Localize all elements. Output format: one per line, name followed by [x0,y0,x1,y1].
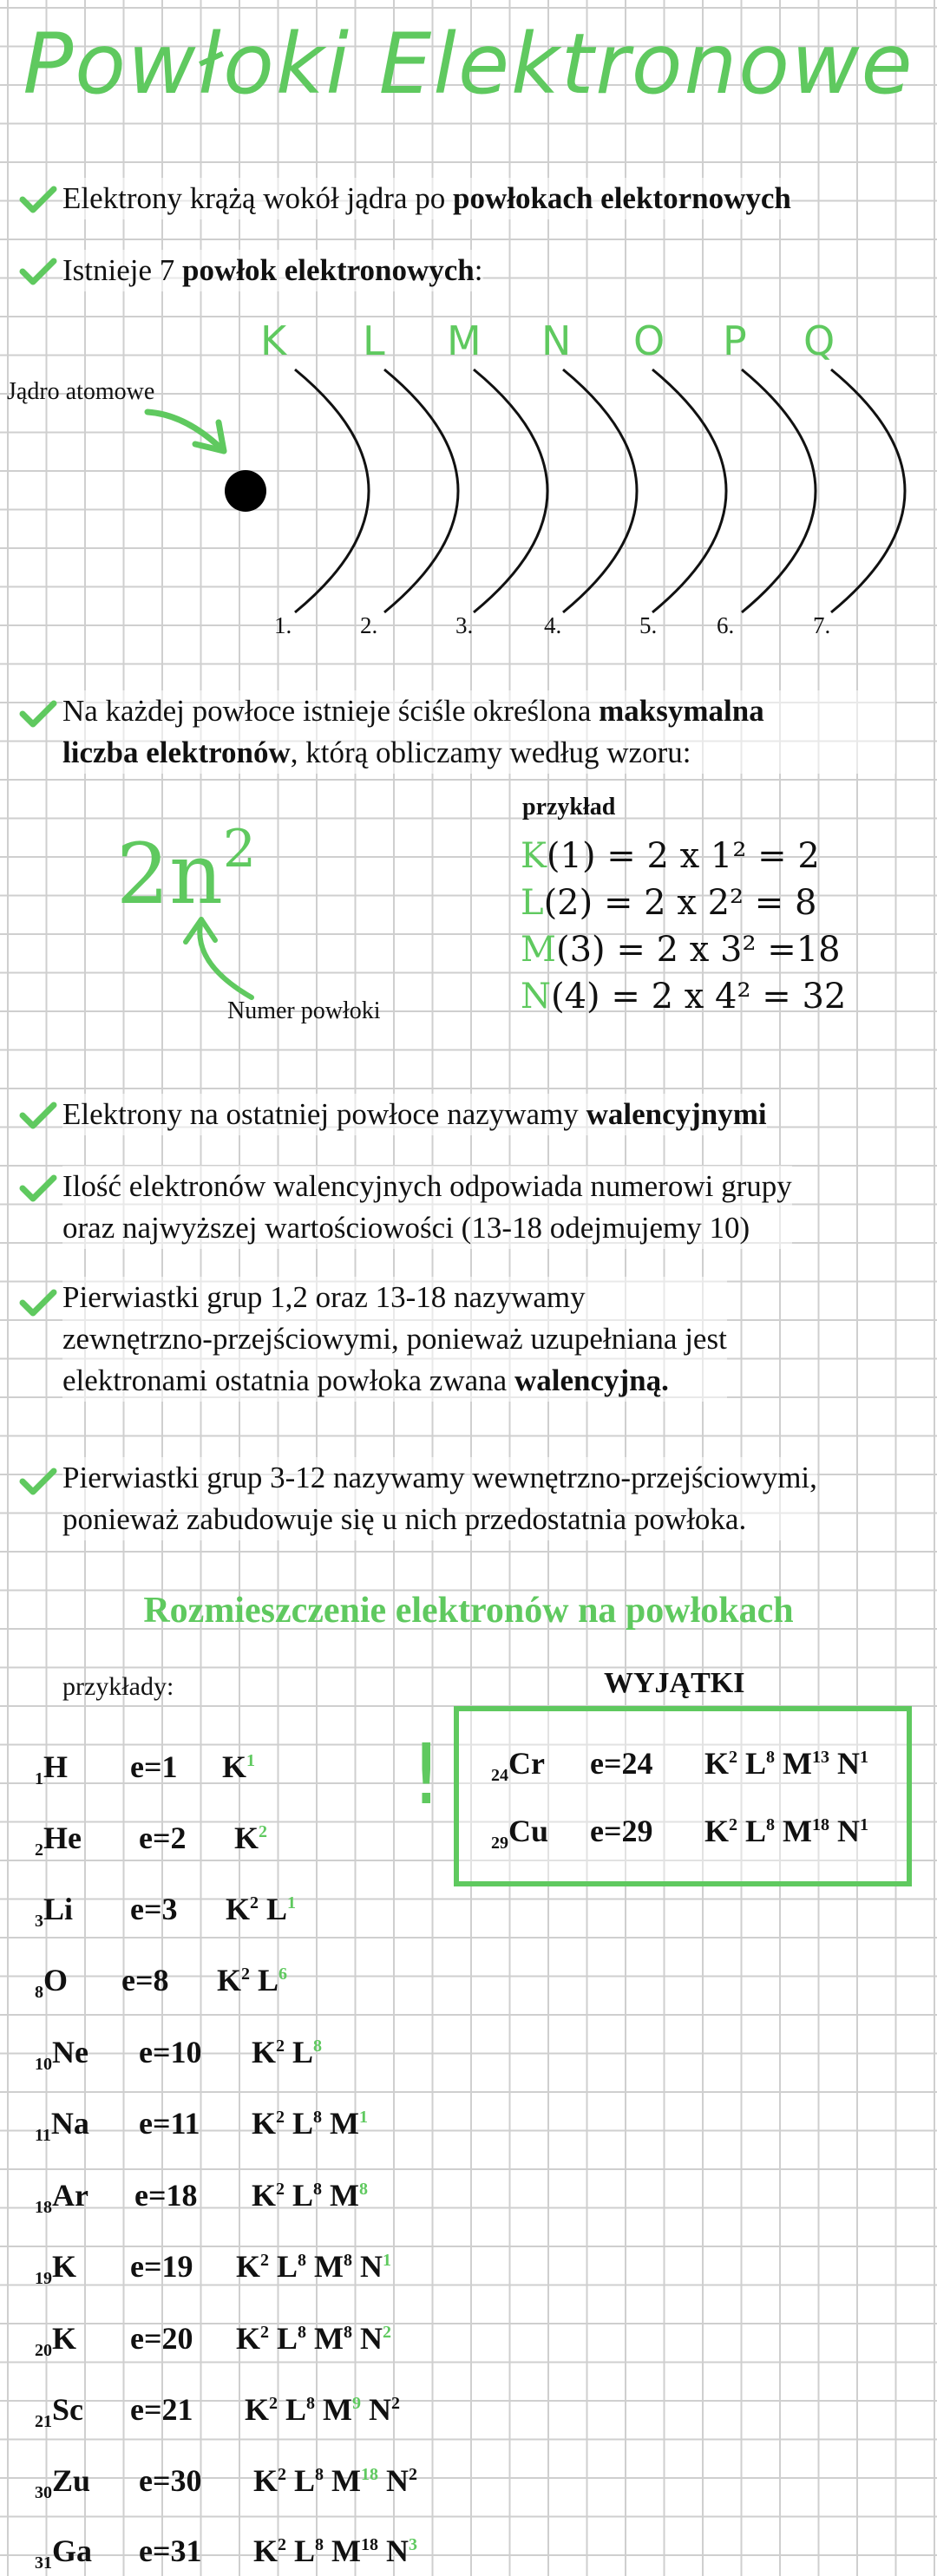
electron-count: e=20 [130,2321,193,2356]
bullet-max-electrons [62,690,895,774]
atomic-number: 29 [491,1834,508,1854]
shell-electrons: 6 [278,1965,288,1984]
shell-letter: K [252,2035,277,2069]
shell-electrons: 8 [315,2535,324,2554]
element-name: O [43,1963,69,1997]
example-equation: (3) = 2 x 3² =18 [555,930,841,970]
shell-arc-6 [742,369,816,612]
shell-letter: N [360,2321,383,2356]
bullet-text: Elektrony na ostatniej powłoce nazywamy [62,1097,586,1131]
shell-electrons: 8 [313,2180,323,2199]
shell-electrons: 2 [729,1748,738,1767]
element-symbol [35,1962,68,2003]
shell-letter: L [292,2035,314,2069]
electron-config [252,2105,368,2141]
shell-electrons: 1 [860,1815,869,1834]
formula-example-row [521,973,846,1020]
check-icon [19,1466,57,1497]
element-name: Ar [52,2178,88,2213]
shell-electrons: 2 [391,2394,401,2413]
shell-electrons: 18 [361,2465,379,2484]
shell-electrons: 2 [276,2037,285,2056]
formula-label: Numer powłoki [227,997,381,1024]
bullet-text: ponieważ zabudowuje się u nich przedostatnia powłoka. [62,1502,747,1536]
element-name: K [52,2249,77,2284]
shell-electrons: 1 [287,1893,297,1912]
shell-letter: K [226,1892,251,1926]
bullet-text: Istnieje 7 [62,253,183,287]
examples-label: przykłady: [62,1672,174,1701]
page-title: Powłoki Elektronowe [23,16,914,113]
example-letter: K [521,836,547,876]
shell-electrons: 2 [729,1815,738,1834]
check-icon [19,1100,57,1131]
bullet-text: , którą obliczamy według wzoru: [290,736,691,769]
shell-electrons: 8 [315,2465,324,2484]
shell-number: 6. [717,612,735,638]
element-name: Cr [508,1746,545,1781]
shell-letter: N [360,2249,383,2284]
shell-letter-o: O [633,317,665,364]
shell-electrons: 18 [361,2535,379,2554]
shell-electrons: 2 [250,1893,259,1912]
shell-letter: L [285,2392,307,2427]
element-row [0,1891,937,1934]
shell-letter: N [369,2392,392,2427]
bullet-bold-text: walencyjną. [514,1363,669,1397]
example-letter: M [521,930,556,970]
shell-letter: M [783,1814,813,1848]
bullet-text: Pierwiastki grup 1,2 oraz 13-18 nazywamy [62,1280,586,1314]
nucleus-label: Jądro atomowe [7,378,155,405]
electron-config [252,2177,368,2213]
bullet-text: : [474,253,483,287]
atomic-number: 2 [35,1840,43,1860]
shell-letter: L [294,2463,316,2498]
electron-count: e=10 [139,2035,202,2069]
electron-config [704,1813,868,1849]
shell-electrons: 8 [359,2180,369,2199]
bullet-text: Pierwiastki grup 3-12 nazywamy wewnętrzno-przejściowymi, [62,1461,817,1494]
atomic-number: 31 [35,2553,52,2573]
shell-number: 3. [455,612,474,638]
element-symbol [35,2177,88,2218]
electron-count: e=31 [139,2534,202,2568]
shell-letter: K [217,1963,242,1997]
shell-letter: L [277,2249,298,2284]
bullet-valence [62,1094,767,1135]
element-name: Zu [52,2463,91,2498]
shell-letter: M [330,2178,360,2213]
bullet-text: Na każdej powłoce istnieje ściśle określona [62,694,600,728]
shell-letter: K [234,1821,259,1855]
atomic-number: 19 [35,2269,52,2289]
bullet-bold-text: liczba elektronów [62,736,291,769]
shell-electrons: 2 [259,1822,268,1841]
shell-electrons: 2 [278,2465,287,2484]
exception-row [0,1813,937,1856]
shell-letter-n: N [541,317,572,364]
atomic-number: 8 [35,1983,43,2003]
formula-example-row [521,833,846,879]
atomic-number: 18 [35,2198,52,2218]
shell-letter: K [704,1814,730,1848]
shell-electrons: 2 [276,2108,285,2127]
shell-letter: K [253,2463,278,2498]
shell-letter: K [236,2321,261,2356]
check-icon [19,1287,57,1318]
formula-example-row [521,879,846,926]
shell-electrons: 9 [352,2394,362,2413]
shell-electrons: 2 [383,2323,392,2342]
shell-electrons: 8 [766,1815,776,1834]
element-name: H [43,1749,69,1784]
shell-letter: M [331,2534,362,2568]
bullet-inner-transition [62,1457,817,1540]
shell-arc-4 [563,369,637,612]
electron-count: e=30 [139,2463,202,2498]
electron-count: e=2 [139,1821,187,1855]
atomic-number: 3 [35,1912,43,1932]
atomic-number: 1 [35,1769,43,1789]
shell-letter: M [314,2249,344,2284]
electron-config [217,1962,287,1998]
shell-letter: L [292,2106,314,2141]
shell-electrons: 2 [276,2180,285,2199]
shell-electrons: 2 [260,2251,270,2270]
shell-letter: M [330,2106,360,2141]
formula-example-row [521,926,846,973]
atomic-number: 24 [491,1766,508,1786]
example-title: przykład [522,794,616,821]
shell-arc-2 [384,369,458,612]
electron-count: e=11 [139,2106,200,2141]
bullet-text: elektronami ostatnia powłoka zwana [62,1363,514,1397]
electron-config [226,1891,296,1927]
element-name: Cu [508,1814,549,1848]
shell-electrons: 2 [260,2323,270,2342]
shell-letter: M [331,2463,362,2498]
check-icon [19,698,57,729]
shell-electrons: 8 [298,2251,307,2270]
shell-electrons: 1 [383,2251,392,2270]
atomic-number: 11 [35,2126,51,2146]
electron-config [236,2248,391,2285]
shell-letter-m: M [447,317,482,364]
shell-electrons: 8 [306,2394,316,2413]
shell-electrons: 8 [313,2037,323,2056]
shell-letter: L [266,1892,288,1926]
element-name: K [52,2321,77,2356]
bullet-orbits [62,178,791,219]
shell-electrons: 2 [241,1965,251,1984]
bullet-bold-text: walencyjnymi [586,1097,767,1131]
element-symbol [35,2462,90,2503]
element-row [0,2533,937,2576]
element-row [0,2462,937,2506]
example-equation: (4) = 2 x 4² = 32 [551,977,847,1017]
shell-letter: L [277,2321,298,2356]
element-row [0,2105,937,2148]
example-equation: (1) = 2 x 1² = 2 [546,836,820,876]
atomic-number: 21 [35,2412,52,2432]
bullet-valence-group [62,1166,792,1249]
shell-letter: K [252,2178,277,2213]
formula-arrow-icon [174,911,295,1006]
shell-electrons: 8 [313,2108,323,2127]
check-icon [19,184,57,215]
shell-electrons: 1 [860,1748,869,1767]
shell-number: 1. [274,612,292,638]
element-row [0,2034,937,2077]
electron-config [704,1745,868,1782]
formula-2n2 [116,819,256,923]
shell-letter: K [252,2106,277,2141]
element-row [0,2177,937,2220]
shell-letter: L [745,1814,767,1848]
shell-letter: M [323,2392,353,2427]
shell-electrons: 1 [246,1751,256,1770]
element-row [0,2248,937,2292]
shell-letter: L [258,1963,279,1997]
example-equation: (2) = 2 x 2² = 8 [543,883,817,923]
check-icon [19,256,57,287]
element-name: Ga [52,2534,93,2568]
electron-config [245,2391,400,2428]
shell-letter: N [837,1814,861,1848]
formula-exponent: 2 [222,819,257,879]
shell-electrons: 2 [278,2535,287,2554]
shell-letter: K [222,1749,247,1784]
shell-electrons: 8 [344,2323,353,2342]
shell-number: 5. [639,612,658,638]
nucleus-dot [225,470,266,512]
bullet-outer-transition [62,1277,727,1402]
shell-electrons: 3 [409,2535,418,2554]
shell-electrons: 8 [298,2323,307,2342]
element-symbol [35,2105,89,2146]
electron-count: e=1 [130,1749,178,1784]
shell-letter-l: L [363,317,385,364]
example-letter: L [521,883,544,923]
shell-letter: M [783,1746,813,1781]
shell-electrons: 2 [409,2465,418,2484]
shell-diagram [0,312,937,659]
electron-count: e=24 [590,1746,653,1781]
shell-electrons: 18 [812,1815,830,1834]
example-letter: N [521,977,551,1017]
shell-letter-q: Q [803,317,835,364]
shell-letter: K [236,2249,261,2284]
electron-count: e=19 [130,2249,193,2284]
shell-letter: L [745,1746,767,1781]
element-symbol [35,1891,73,1932]
electron-config [253,2462,417,2499]
exception-row [0,1745,937,1788]
shell-electrons: 13 [812,1748,830,1767]
shell-letter: L [294,2534,316,2568]
shell-letter: M [314,2321,344,2356]
shell-electrons: 8 [344,2251,353,2270]
element-name: He [43,1821,82,1855]
check-icon [19,1173,57,1204]
element-row [0,2391,937,2435]
electron-count: e=8 [121,1963,169,1997]
shell-arc-5 [652,369,726,612]
shell-number: 7. [813,612,831,638]
formula-examples [521,833,846,1020]
atomic-number: 10 [35,2055,52,2075]
shell-electrons: 8 [766,1748,776,1767]
element-symbol [491,1745,545,1786]
shell-letter: K [245,2392,270,2427]
electron-config [253,2533,417,2569]
distribution-title: Rozmieszczenie elektronów na powłokach [143,1591,794,1631]
bullet-text: Elektrony krążą wokół jądra po [62,181,453,215]
formula-expr: 2n [116,826,223,923]
shell-arc-3 [474,369,547,612]
bullet-bold-text: powłok elektronowych [182,253,475,287]
bullet-text: Ilość elektronów walencyjnych odpowiada numerowi grupy [62,1169,792,1203]
shell-electrons: 1 [359,2108,369,2127]
shell-number: 2. [360,612,378,638]
element-name: Sc [52,2392,83,2427]
element-symbol [491,1813,548,1854]
shell-letter: K [253,2534,278,2568]
bullet-bold-text: maksymalna [599,694,764,728]
shell-letter: N [386,2463,410,2498]
element-name: Li [43,1892,74,1926]
electron-config [252,2034,322,2070]
element-symbol [35,2320,76,2361]
shell-letter-k: K [260,317,287,364]
bullet-bold-text: powłokach elektornowych [452,181,791,215]
bullet-text: zewnętrzno-przejściowymi, ponieważ uzupełniana jest [62,1322,727,1356]
shell-letter: N [386,2534,410,2568]
electron-count: e=18 [134,2178,198,2213]
shell-number: 4. [544,612,562,638]
element-row [0,2320,937,2364]
shell-letter: K [704,1746,730,1781]
bullet-seven-shells [62,250,483,291]
element-row [0,1962,937,2005]
exceptions-label: WYJĄTKI [604,1667,745,1699]
element-name: Na [50,2106,89,2141]
atomic-number: 30 [35,2483,52,2503]
electron-config [236,2320,391,2357]
shell-letter: L [292,2178,314,2213]
electron-count: e=3 [130,1892,178,1926]
shell-arc-1 [295,369,369,612]
element-symbol [35,2248,76,2289]
bullet-text: oraz najwyższej wartościowości (13-18 odejmujemy 10) [62,1211,750,1245]
shell-electrons: 2 [269,2394,278,2413]
shell-arc-7 [831,369,905,612]
shell-letter: N [837,1746,861,1781]
exclamation-mark: ! [410,1726,443,1823]
atomic-number: 20 [35,2341,52,2361]
electron-count: e=21 [130,2392,193,2427]
element-symbol [35,2034,88,2075]
element-symbol [35,2533,92,2573]
element-name: Ne [52,2035,88,2069]
element-symbol [35,2391,83,2432]
shell-letter-p: P [723,317,747,364]
electron-count: e=29 [590,1814,653,1848]
